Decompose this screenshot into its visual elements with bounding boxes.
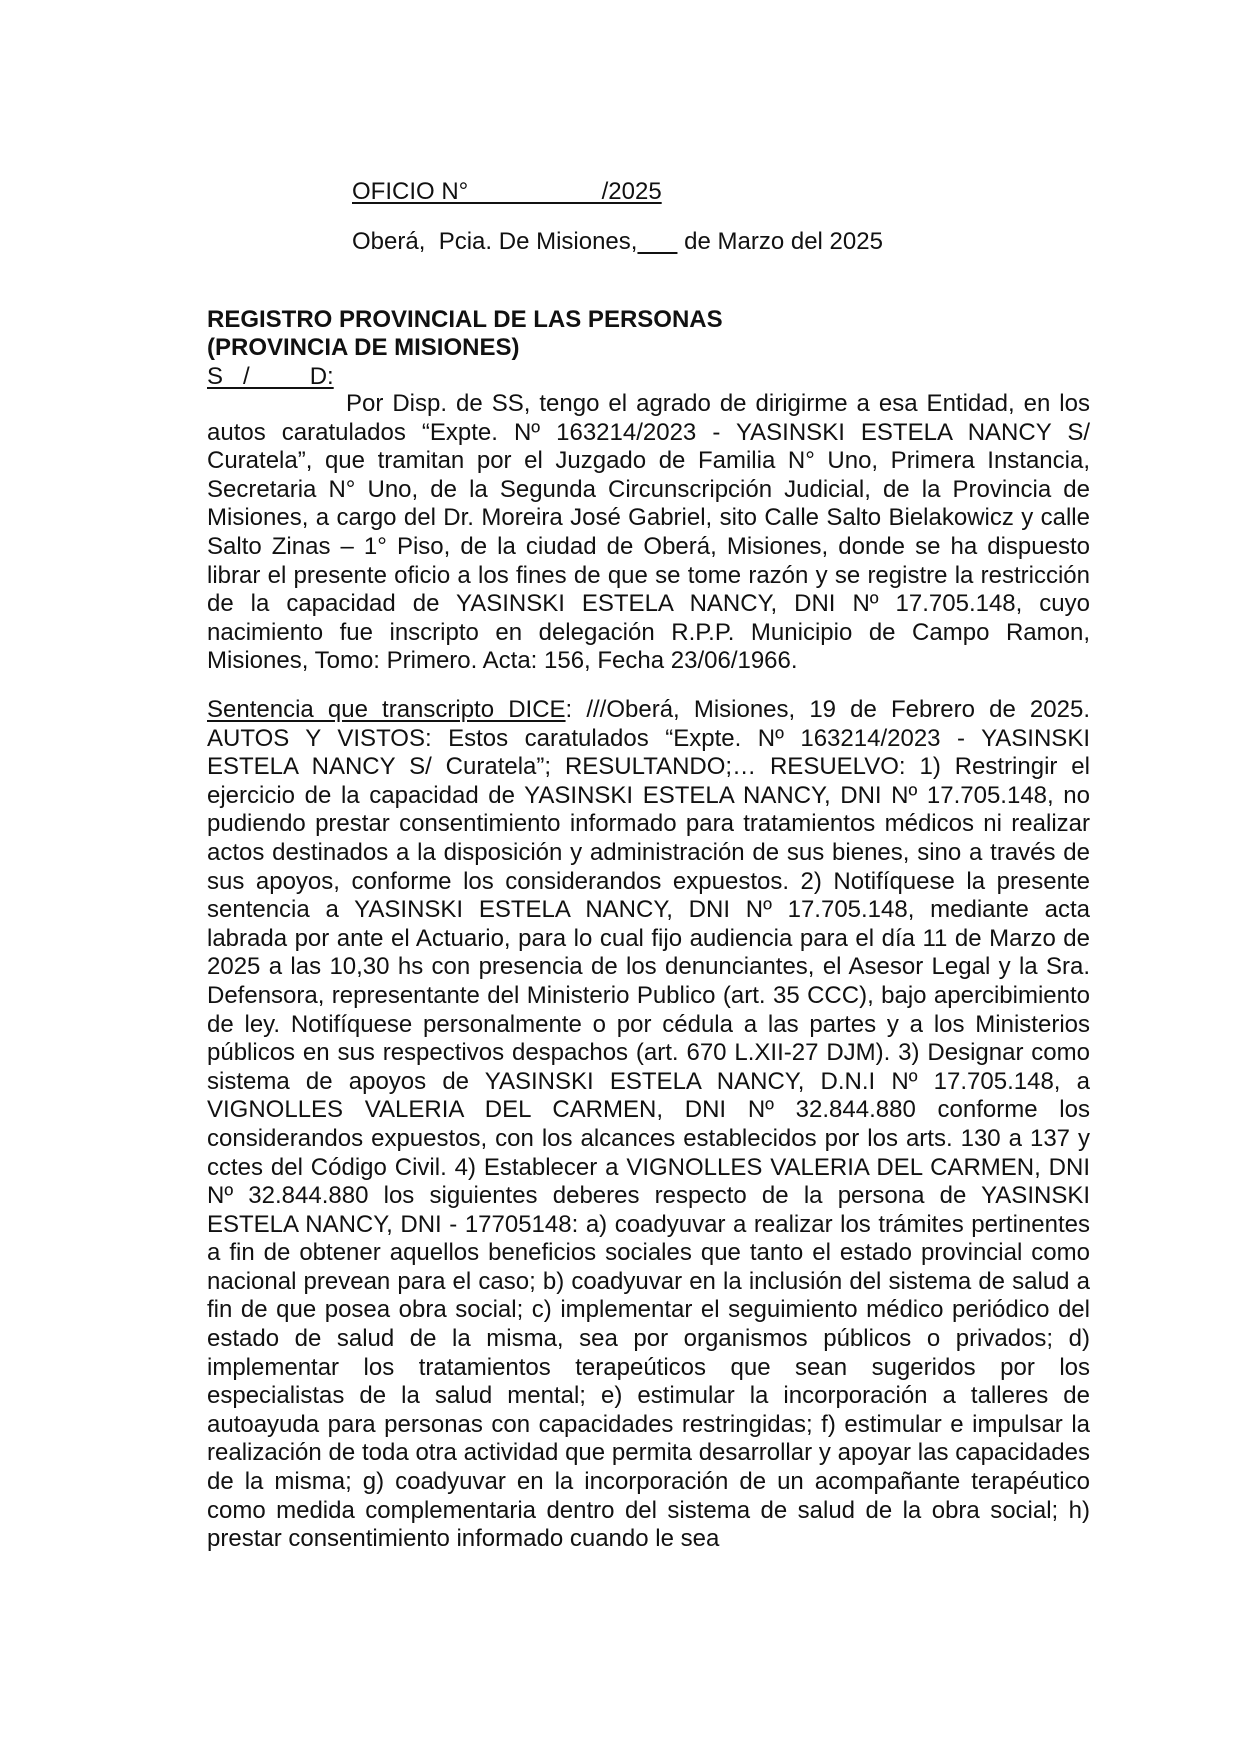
recipient-province-line: (PROVINCIA DE MISIONES) xyxy=(207,334,520,361)
date-rest-text: de Marzo del 2025 xyxy=(677,228,883,255)
salutation-sd: S / D: xyxy=(207,363,334,390)
recipient-name-line: REGISTRO PROVINCIAL DE LAS PERSONAS xyxy=(207,306,723,333)
oficio-number-line: OFICIO N° /2025 xyxy=(352,178,662,205)
body-paragraph-sentencia xyxy=(207,696,1090,1554)
body-paragraph-1: Por Disp. de SS, tengo el agrado de dirigirme a esa Entidad, en los autos caratulados “Expte. Nº 163214/2023 - YASINSKI ESTELA NANCY S/ Curatela”, que tramitan por el Juzgado de Familia N° Uno, Primera Instancia, Secretaria N° Uno, de la Segunda Circunscripción Judicial, de la Provincia de Misiones, a cargo del Dr. Moreira José Gabriel, sito Calle Salto Bielakowicz y calle Salto Zinas – 1° Piso, de la ciudad de Oberá, Misiones, donde se ha dispuesto librar el presente oficio a los fines de que se tome razón y se registre la restricción de la capacidad de YASINSKI ESTELA NANCY, DNI Nº 17.705.148, cuyo nacimiento fue inscripto en delegación R.P.P. Municipio de Campo Ramon, Misiones, Tomo: Primero. Acta: 156, Fecha 23/06/1966. xyxy=(207,390,1090,675)
sentencia-heading: Sentencia que transcripto DICE xyxy=(207,696,566,723)
sentencia-text: : ///Oberá, Misiones, 19 de Febrero de 2025. AUTOS Y VISTOS: Estos caratulados “Expte. Nº 163214/2023 - YASINSKI ESTELA NANCY S/ Curatela”; RESULTANDO;… RESUELVO: 1) Restringir el ejercicio de la capacidad de YASINSKI ESTELA NANCY, DNI Nº 17.705.148, no pudiendo prestar consentimiento informado para tratamientos médicos ni realizar actos destinados a la disposición y administración de sus bienes, sino a través de sus apoyos, conforme los considerandos expuestos. 2) Notifíquese la presente sentencia a YASINSKI ESTELA NANCY, DNI Nº 17.705.148, mediante acta labrada por ante el Actuario, para lo cual fijo audiencia para el día 11 de Marzo de 2025 a las 10,30 hs con presencia de los denunciantes, el Asesor Legal y la Sra. Defensora, representante del Ministerio Publico (art. 35 CCC), bajo apercibimiento de ley. Notifíquese personalmente o por cédula a las partes y a los Ministerios públicos en sus respectivos despachos (art. 670 L.XII-27 DJM). 3) Designar como sistema de apoyos de YASINSKI ESTELA NANCY, D.N.I Nº 17.705.148, a VIGNOLLES VALERIA DEL CARMEN, DNI Nº 32.844.880 conforme los considerandos expuestos, con los alcances establecidos por los arts. 130 a 137 y cctes del Código Civil. 4) Establecer a VIGNOLLES VALERIA DEL CARMEN, DNI Nº 32.844.880 los siguientes deberes respecto de la persona de YASINSKI ESTELA NANCY, DNI - 17705148: a) coadyuvar a realizar los trámites pertinentes a fin de obtener aquellos beneficios sociales que tanto el estado provincial como nacional prevean para el caso; b) coadyuvar en la inclusión del sistema de salud a fin de que posea obra social; c) implementar el seguimiento médico periódico del estado de salud de la misma, sea por organismos públicos o privados; d) implementar los tratamientos terapeúticos que sean sugeridos por los especialistas de la salud mental; e) estimular la incorporación a talleres de autoayuda para personas con capacidades restringidas; f) estimular e impulsar la realización de toda otra actividad que permita desarrollar y apoyar las capacidades de la misma; g) coadyuvar en la incorporación de un acompañante terapéutico como medida complementaria dentro del sistema de salud de la obra social; h) prestar consentimiento informado cuando le sea xyxy=(207,696,1090,1553)
place-text: Oberá, Pcia. De Misiones, xyxy=(352,228,638,255)
date-day-blank xyxy=(637,228,677,255)
place-date-line xyxy=(352,228,883,256)
